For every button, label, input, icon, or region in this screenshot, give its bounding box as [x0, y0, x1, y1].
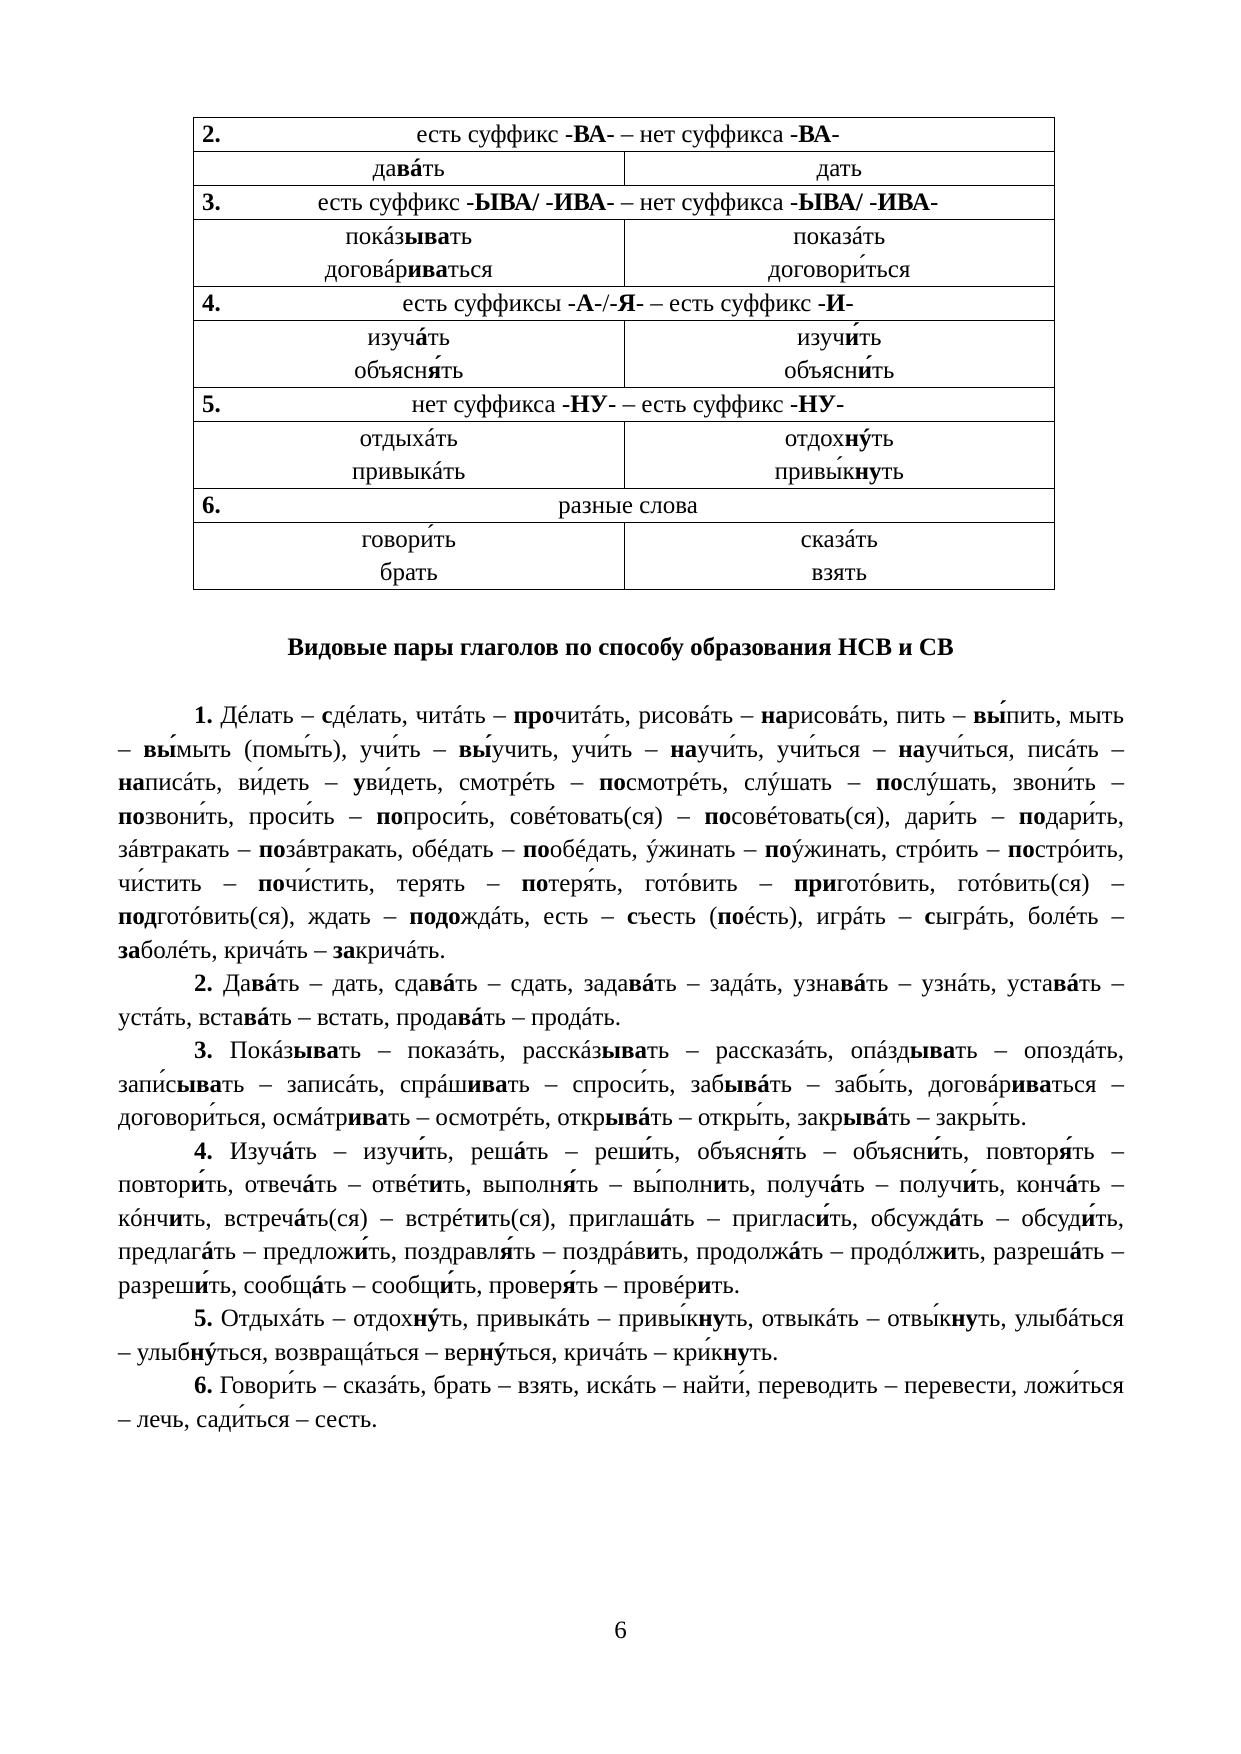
paragraph-number: 2.	[194, 970, 213, 997]
example-paragraph	[118, 1135, 1124, 1303]
sv-example-cell	[624, 523, 1055, 590]
rule-header-row	[194, 186, 1055, 220]
example-paragraph	[118, 1034, 1124, 1135]
rule-header-text: нет суффикса -НУ- – есть суффикс -НУ-	[411, 391, 845, 418]
rule-example-row	[194, 152, 1055, 186]
example-verb: отдыхáть	[359, 425, 458, 452]
paragraph-number: 5.	[194, 1305, 213, 1332]
example-verb: объясня́ть	[354, 357, 464, 384]
paragraph-text: Покáзывать – показáть, расскáзывать – рассказáть, опáздывать – опоздáть, запи́сывать – записáть, спрáшивать – спроси́ть, забывáть – забы́ть, договáриваться – договори́ться, осмáтривать – осмотрéть, открывáть – откры́ть, закрывáть – закры́ть.	[118, 1037, 1125, 1131]
paragraph-text: Говори́ть – сказáть, брать – взять, искáть – найти́, переводить – перевести, ложи́ться – лечь, сади́ться – сесть.	[118, 1372, 1124, 1433]
rule-header-cell: 4. есть суффиксы -А-/-Я- – есть суффикс -И-	[194, 287, 1055, 321]
rule-header-row	[194, 118, 1055, 152]
paragraph-number: 6.	[194, 1372, 213, 1399]
sv-example-cell	[624, 220, 1055, 287]
example-verb: привыкáть	[352, 458, 466, 485]
paragraph-text: Давáть – дать, сдавáть – сдать, задавáть – задáть, узнавáть – узнáть, уставáть – устáть, вставáть – встать, продавáть – продáть.	[118, 970, 1125, 1031]
suffix-rules-table	[193, 117, 1055, 590]
example-verb: привы́кнуть	[774, 458, 904, 485]
example-verb: давáть	[372, 155, 445, 182]
nsv-example-cell	[194, 152, 625, 186]
example-verb: объясни́ть	[784, 357, 895, 384]
example-paragraph	[118, 699, 1124, 967]
example-verb: показáть	[793, 223, 886, 250]
paragraph-text: Дéлать – сдéлать, читáть – прочитáть, рисовáть – нарисовáть, пить – вы́пить, мыть – вы́мыть (помы́ть), учи́ть – вы́учить, учи́ть – научи́ть, учи́ться – научи́ться, писáть – написáть, ви́деть – уви́деть, смотрéть – посмотрéть, слýшать – послýшать, звони́ть – позвони́ть, проси́ть – попроси́ть, совéтовать(ся) – посовéтовать(ся), дари́ть – подари́ть, зáвтракать – позáвтракать, обéдать – пообéдать, ýжинать – поýжинать, стрóить – пострóить, чи́стить – почи́стить, терять – потеря́ть, готóвить – приготóвить, готóвить(ся) – подготóвить(ся), ждать – подождáть, есть – съесть (поéсть), игрáть – сыгрáть, болéть – заболéть, кричáть – закричáть.	[118, 702, 1125, 964]
nsv-example-cell	[194, 523, 625, 590]
example-verb: покáзывать	[345, 223, 473, 250]
rule-example-row	[194, 523, 1055, 590]
sv-example-cell	[624, 321, 1055, 388]
rule-header-cell: 2. есть суффикс -ВА- – нет суффикса -ВА-	[194, 118, 1055, 152]
rule-example-row	[194, 220, 1055, 287]
rule-header-row	[194, 388, 1055, 422]
paragraph-number: 4.	[194, 1137, 213, 1165]
example-verb: говори́ть	[361, 526, 456, 553]
nsv-example-cell	[194, 321, 625, 388]
rule-header-text: есть суффиксы -А-/-Я- – есть суффикс -И-	[402, 290, 854, 317]
rule-header-row	[194, 489, 1055, 523]
rule-header-text: разные слова	[558, 492, 698, 519]
example-verb: отдохнýть	[784, 425, 894, 452]
rule-header-row	[194, 287, 1055, 321]
paragraph-number: 1.	[194, 702, 213, 729]
rule-header-cell: 6. разные слова	[194, 489, 1055, 523]
example-paragraph	[118, 967, 1124, 1034]
nsv-example-cell	[194, 422, 625, 489]
example-verb: взять	[811, 559, 867, 586]
rule-header-text: есть суффикс -ЫВА/ -ИВА- – нет суффикса -ЫВА/ -ИВА-	[317, 189, 939, 216]
example-verb: договори́ться	[768, 256, 911, 283]
example-verb: договáриваться	[324, 256, 493, 283]
example-verb: сказáть	[800, 526, 878, 553]
example-verb: изучи́ть	[796, 324, 882, 351]
example-paragraph	[118, 1302, 1124, 1369]
example-verb: дать	[816, 155, 862, 182]
rule-header-text: есть суффикс -ВА- – нет суффикса -ВА-	[416, 121, 840, 148]
rule-header-cell: 5. нет суффикса -НУ- – есть суффикс -НУ-	[194, 388, 1055, 422]
paragraph-text: Отдыхáть – отдохнýть, привыкáть – привы́кнуть, отвыкáть – отвы́кнуть, улыбáться – улыбнýться, возвращáться – вернýться, кричáть – кри́кнуть.	[118, 1305, 1124, 1366]
examples-text	[118, 699, 1124, 1436]
example-verb: изучáть	[367, 324, 451, 351]
paragraph-text: Изучáть – изучи́ть, решáть – реши́ть, объясня́ть – объясни́ть, повторя́ть – повтори́ть, отвечáть – отвéтить, выполня́ть – вы́полнить, получáть – получи́ть, кончáть – кóнчить, встречáть(ся) – встрéтить(ся), приглашáть – пригласи́ть, обсуждáть – обсуди́ть, предлагáть – предложи́ть, поздравля́ть – поздрáвить, продолжáть – продóлжить, разрешáть – разреши́ть, сообщáть – сообщи́ть, проверя́ть – провéрить.	[118, 1137, 1125, 1299]
sv-example-cell	[624, 152, 1055, 186]
sv-example-cell	[624, 422, 1055, 489]
nsv-example-cell	[194, 220, 625, 287]
paragraph-number: 3.	[194, 1037, 213, 1064]
rule-example-row	[194, 321, 1055, 388]
section-heading: Видовые пары глаголов по способу образования НСВ и СВ	[287, 634, 954, 661]
example-verb: брать	[379, 559, 438, 586]
rule-example-row	[194, 422, 1055, 489]
rule-header-cell: 3. есть суффикс -ЫВА/ -ИВА- – нет суффикса -ЫВА/ -ИВА-	[194, 186, 1055, 220]
page-number: 6	[614, 1617, 627, 1644]
example-paragraph	[118, 1369, 1124, 1436]
